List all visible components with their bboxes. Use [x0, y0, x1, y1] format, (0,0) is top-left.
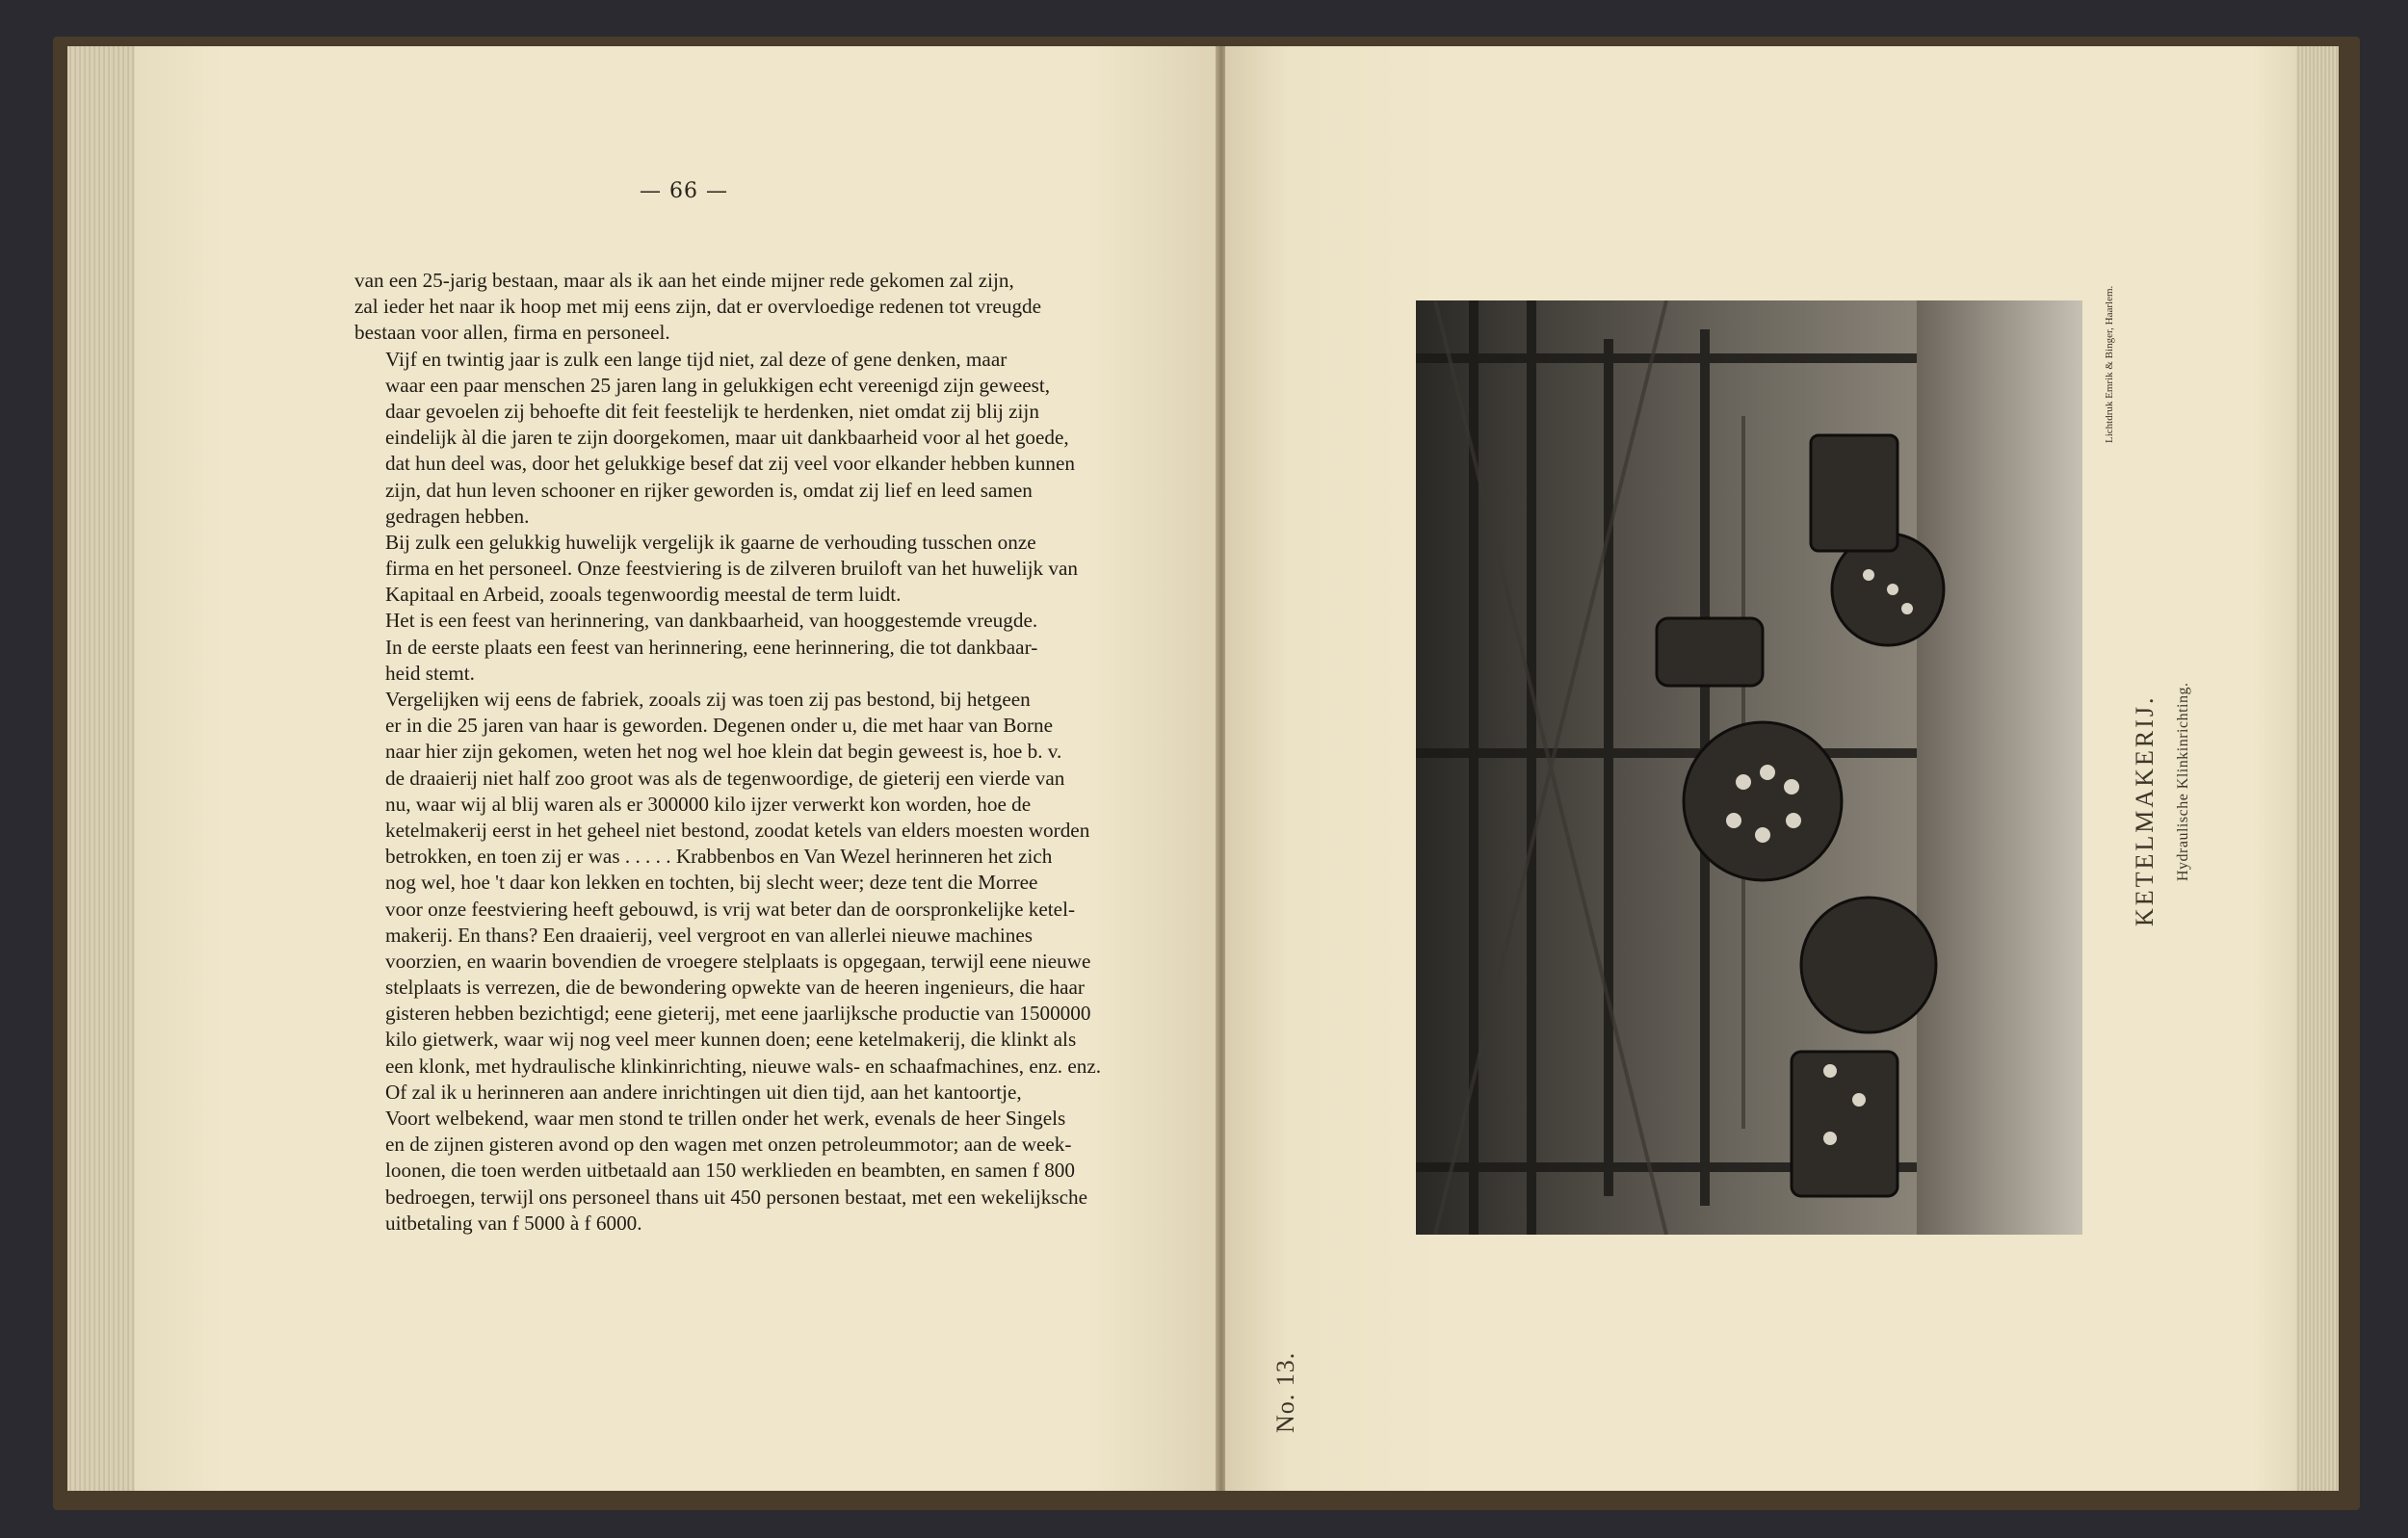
body-paragraph — [354, 268, 1058, 347]
text-line: gedragen hebben. — [385, 504, 530, 528]
text-line: firma en het personeel. Onze feestviering is de zilveren bruiloft van het huwelijk van — [385, 557, 1078, 581]
body-paragraph — [354, 1080, 1087, 1237]
text-line: naar hier zijn gekomen, weten het nog wel hoe klein dat begin geweest is, hoe b. v. — [385, 740, 1062, 764]
boiler-workshop-photo — [1416, 300, 2082, 1235]
plate-caption-title: KETELMAKERIJ. — [2131, 694, 2159, 926]
text-line: van een 25-jarig bestaan, maar als ik aan het einde mijner rede gekomen zal zijn, — [354, 269, 1014, 292]
text-line: betrokken, en toen zij er was . . . . . Krabbenbos en Van Wezel herinneren het zich — [385, 845, 1053, 869]
text-line: Of zal ik u herinneren aan andere inrichtingen uit dien tijd, aan het kantoortje, — [385, 1080, 1022, 1104]
text-line: makerij. En thans? Een draaierij, veel vergroot en van allerlei nieuwe machines — [385, 923, 1034, 947]
body-paragraph — [354, 635, 1058, 687]
text-line: bestaan voor allen, firma en personeel. — [354, 321, 670, 345]
text-line: Voort welbekend, waar men stond te trillen onder het werk, evenals de heer Singels — [385, 1107, 1066, 1130]
text-line: gisteren hebben bezichtigd; eene gieterij, met eene jaarlijksche productie van 1500000 — [385, 1002, 1091, 1026]
body-paragraph — [354, 347, 1076, 530]
plate-caption-subtitle: Hydraulische Klinkinrichting. — [2175, 682, 2191, 881]
body-text — [354, 268, 1102, 1237]
text-line: en de zijnen gisteren avond op den wagen met onzen petroleummotor; aan de week- — [385, 1133, 1072, 1157]
text-line: er in die 25 jaren van haar is geworden. Degenen onder u, die met haar van Borne — [385, 714, 1054, 738]
text-line: Het is een feest van herinnering, van dankbaarheid, van hooggestemde vreugde. — [385, 609, 1038, 633]
text-line: Vergelijken wij eens de fabriek, zooals zij was toen zij pas bestond, bij hetgeen — [385, 688, 1031, 711]
text-line: voorzien, en waarin bovendien de vroegere stelplaats is opgegaan, terwijl eene nieuwe — [385, 949, 1091, 973]
page-number: — 66 — — [640, 179, 728, 203]
page-edges-left — [67, 46, 144, 1491]
text-line: Vijf en twintig jaar is zulk een lange tijd niet, zal deze of gene denken, maar — [385, 347, 1008, 371]
plate-credit-text: Lichtdruk Emrik & Binger, Haarlem. — [2104, 285, 2115, 443]
text-line: bedroegen, terwijl ons personeel thans uit 450 personen bestaat, met een wekelijksche — [385, 1185, 1087, 1209]
text-line: een klonk, met hydraulische klinkinrichting, nieuwe wals- en schaafmachines, enz. enz. — [385, 1054, 1102, 1078]
text-line: zal ieder het naar ik hoop met mij eens zijn, dat er overvloedige redenen tot vreugde — [354, 295, 1042, 319]
text-line: kilo gietwerk, waar wij nog veel meer kunnen doen; eene ketelmakerij, die klinkt als — [385, 1028, 1077, 1052]
text-line: eindelijk àl die jaren te zijn doorgekomen, maar uit dankbaarheid voor al het goede, — [385, 426, 1069, 450]
text-line: heid stemt. — [385, 661, 475, 685]
text-line: voor onze feestviering heeft gebouwd, is vrij wat beter dan de oorspronkelijke ketel- — [385, 897, 1076, 921]
plate-number: No. 13. — [1271, 1351, 1299, 1433]
text-line: dat hun deel was, door het gelukkige besef dat zij veel voor elkander hebben kunnen — [385, 452, 1076, 476]
text-line: nog wel, hoe 't daar kon lekken en tochten, bij slecht weer; deze tent die Morree — [385, 871, 1038, 895]
text-line: Kapitaal en Arbeid, zooals tegenwoordig meestal de term luidt. — [385, 583, 902, 607]
text-line: zijn, dat hun leven schooner en rijker geworden is, omdat zij lief en leed samen — [385, 478, 1033, 502]
text-line: nu, waar wij al blij waren als er 300000 kilo ijzer verwerkt kon worden, hoe de — [385, 792, 1032, 816]
text-line: waar een paar menschen 25 jaren lang in gelukkigen echt vereenigd zijn geweest, — [385, 373, 1051, 397]
page-edges-right — [2292, 46, 2339, 1491]
text-line: loonen, die toen werden uitbetaald aan 150 werklieden en beambten, en samen f 800 — [385, 1159, 1075, 1183]
photo-plate — [1416, 300, 2082, 1235]
body-paragraph — [354, 687, 1102, 1080]
body-paragraph — [354, 530, 1078, 609]
body-paragraph — [354, 608, 1058, 634]
text-line: stelplaats is verrezen, die de bewondering opwekte van de heeren ingenieurs, die haar — [385, 976, 1085, 1000]
text-line: ketelmakerij eerst in het geheel niet bestond, zoodat ketels van elders moesten worden — [385, 818, 1090, 842]
text-line: de draaierij niet half zoo groot was als de tegenwoordige, de gieterij een vierde van — [385, 766, 1065, 790]
text-line: In de eerste plaats een feest van herinnering, eene herinnering, die tot dankbaar- — [385, 635, 1038, 659]
text-line: daar gevoelen zij behoefte dit feit feestelijk te herdenken, niet omdat zij blij zijn — [385, 399, 1039, 423]
text-line: Bij zulk een gelukkig huwelijk vergelijk ik gaarne de verhouding tusschen onze — [385, 530, 1036, 554]
text-line: uitbetaling van f 5000 à f 6000. — [385, 1211, 642, 1235]
